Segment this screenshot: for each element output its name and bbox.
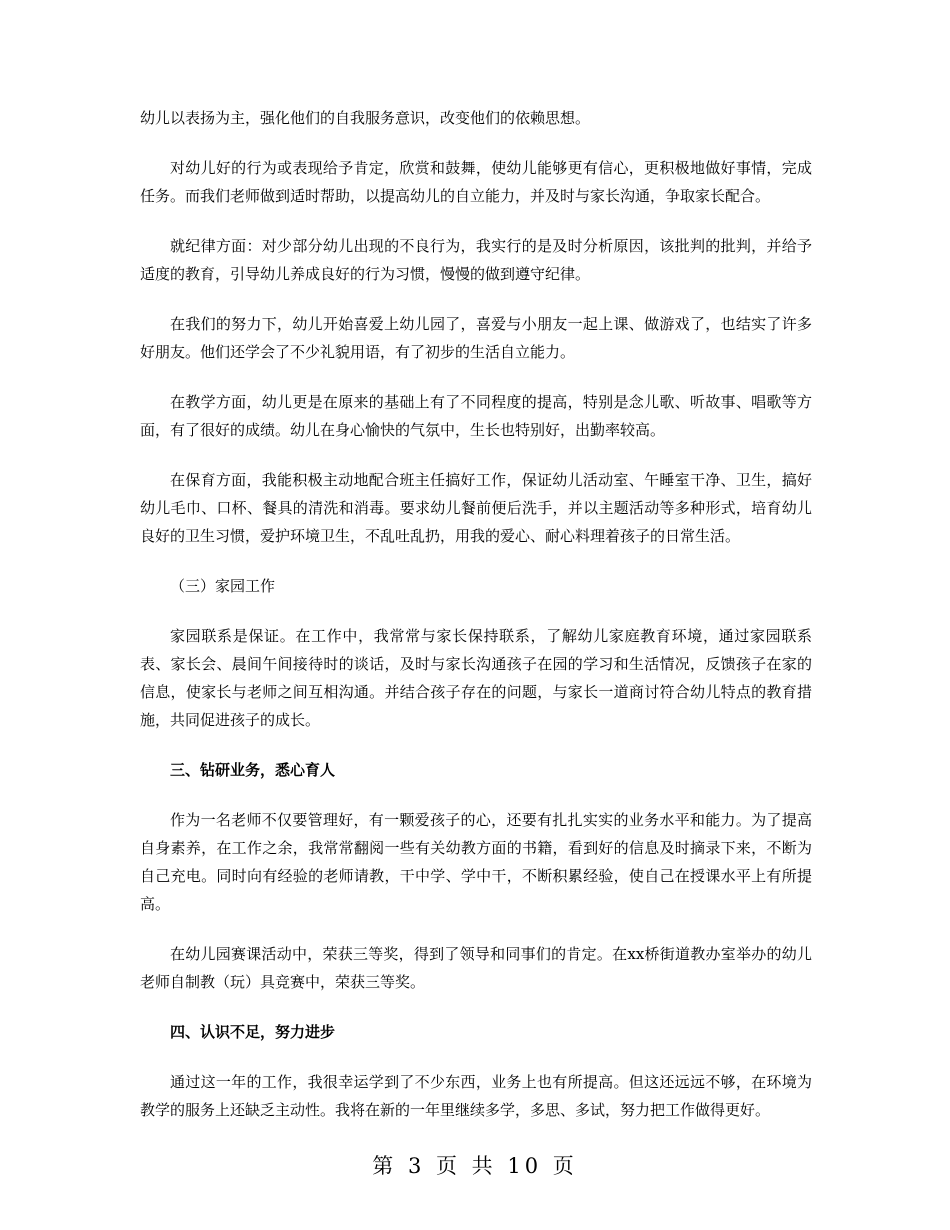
paragraph: 家园联系是保证。在工作中，我常常与家长保持联系，了解幼儿家庭教育环境，通过家园联系表、家长会、晨间午间接待时的谈话，及时与家长沟通孩子在园的学习和生活情况，反馈孩子在家的信息，使家长与老师之间互相沟通。并结合孩子存在的问题，与家长一道商讨符合幼儿特点的教育措施，共同促进孩子的成长。 [140, 627, 812, 729]
paragraph: 作为一名老师不仅要管理好，有一颗爱孩子的心，还要有扎扎实实的业务水平和能力。为了提高自身素养，在工作之余，我常常翻阅一些有关幼教方面的书籍，看到好的信息及时摘录下来，不断为自己充电。同时向有经验的老师请教，干中学、学中干，不断积累经验，使自己在授课水平上有所提高。 [140, 811, 812, 913]
document-body [140, 104, 812, 1146]
page-number-footer: 第 3 页 共 10 页 [372, 1154, 578, 1178]
section-heading: 三、钻研业务，悉心育人 [170, 761, 336, 779]
paragraph: 就纪律方面：对少部分幼儿出现的不良行为，我实行的是及时分析原因，该批判的批判，并给予适度的教育，引导幼儿养成良好的行为习惯，慢慢的做到遵守纪律。 [140, 237, 812, 283]
section-heading: 四、认识不足，努力进步 [170, 1023, 336, 1041]
paragraph: 通过这一年的工作，我很幸运学到了不少东西，业务上也有所提高。但这还远远不够，在环境为教学的服务上还缺乏主动性。我将在新的一年里继续多学，多思、多试，努力把工作做得更好。 [140, 1073, 812, 1119]
paragraph: 在保育方面，我能积极主动地配合班主任搞好工作，保证幼儿活动室、午睡室干净、卫生，搞好幼儿毛巾、口杯、餐具的清洗和消毒。要求幼儿餐前便后洗手，并以主题活动等多种形式，培育幼儿良好的卫生习惯，爱护环境卫生，不乱吐乱扔，用我的爱心、耐心料理着孩子的日常生活。 [140, 471, 812, 545]
paragraph: 在我们的努力下，幼儿开始喜爱上幼儿园了，喜爱与小朋友一起上课、做游戏了，也结实了许多好朋友。他们还学会了不少礼貌用语，有了初步的生活自立能力。 [140, 315, 812, 361]
section-subheading: （三）家园工作 [170, 577, 276, 595]
paragraph: 幼儿以表扬为主，强化他们的自我服务意识，改变他们的依赖思想。 [140, 109, 591, 127]
paragraph: 在教学方面，幼儿更是在原来的基础上有了不同程度的提高，特别是念儿歌、听故事、唱歌等方面，有了很好的成绩。幼儿在身心愉快的气氛中，生长也特别好，出勤率较高。 [140, 393, 812, 439]
paragraph: 对幼儿好的行为或表现给予肯定，欣赏和鼓舞，使幼儿能够更有信心，更积极地做好事情，完成任务。而我们老师做到适时帮助，以提高幼儿的自立能力，并及时与家长沟通，争取家长配合。 [140, 159, 812, 205]
paragraph: 在幼儿园赛课活动中，荣获三等奖，得到了领导和同事们的肯定。在xx桥街道教办室举办的幼儿老师自制教（玩）具竞赛中，荣获三等奖。 [140, 945, 812, 991]
